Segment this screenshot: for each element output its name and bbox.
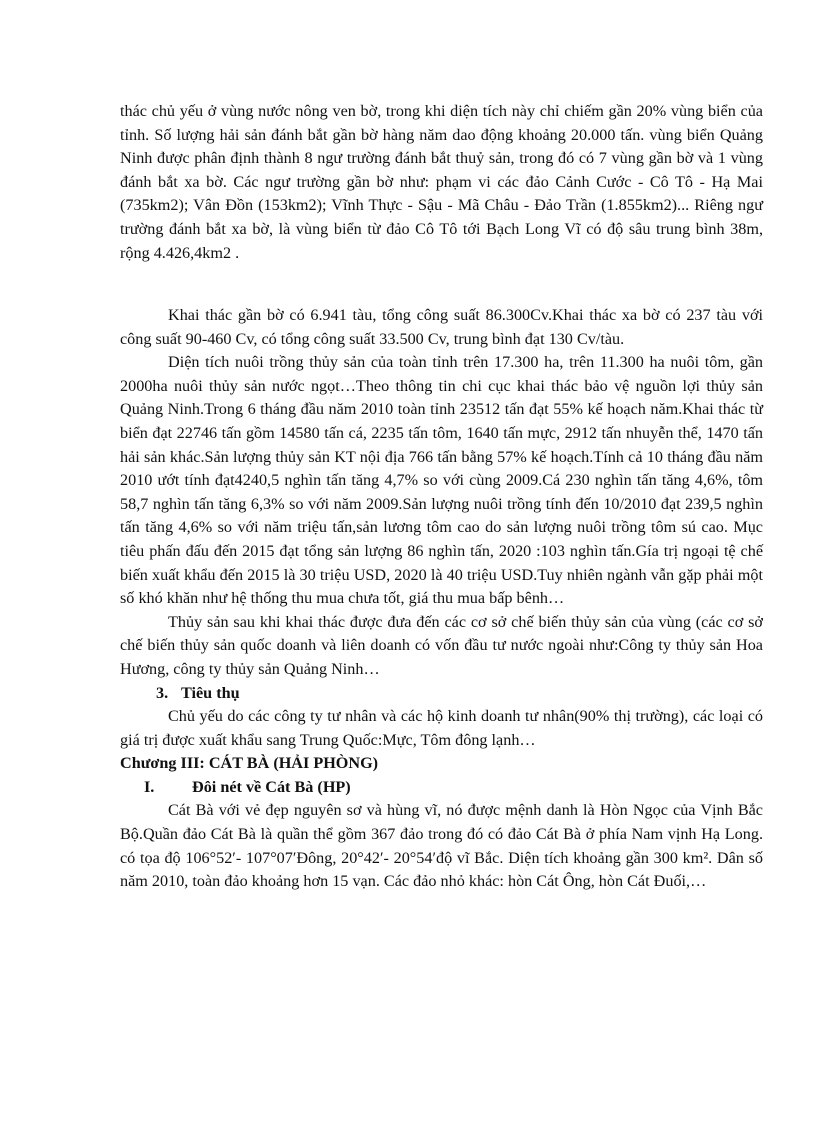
paragraph-fishing-boats: Khai thác gần bờ có 6.941 tàu, tổng công suất 86.300Cv.Khai thác xa bờ có 237 tàu với công suất 90-460 Cv, có tổng công suất 33.500 Cv, trung bình đạt 130 Cv/tàu. <box>120 306 763 348</box>
paragraph-consumption: Chủ yếu do các công ty tư nhân và các hộ kinh doanh tư nhân(90% thị trường), các loại có giá trị được xuất khẩu sang Trung Quốc:Mực, Tôm đông lạnh… <box>120 707 763 749</box>
paragraph-aquaculture: Diện tích nuôi trồng thủy sản của toàn tỉnh trên 17.300 ha, trên 11.300 ha nuôi tôm, gần 2000ha nuôi thủy sản nước ngọt…Theo thông tin chi cục khai thác bảo vệ nguồn lợi thủy sản Quảng Ninh.Trong 6 tháng đầu năm 2010 toàn tỉnh 23512 tấn đạt 55% kế hoạch năm.Khai thác từ biển đạt 22746 tấn gồm 14580 tấn cá, 2235 tấn tôm, 1640 tấn mực, 2912 tấn nhuyễn thể, 1470 tấn hải sản khác.Sản lượng thủy sản KT nội địa 766 tấn bằng 57% kế hoạch.Tính cả 10 tháng đầu năm 2010 ướt tính đạt4240,5 nghìn tấn tăng 4,7% so với cùng 2009.Cá 230 nghìn tấn tăng 4,6%, tôm 58,7 nghìn tấn tăng 6,3% so với năm 2009.Sản lượng nuôi trồng tính đến 10/2010 đạt 239,5 nghìn tấn tăng 4,6% so với năm triệu tấn,sản lương tôm cao do sản lượng nuôi trồng tôm sú cao. Mục tiêu phấn đấu đến 2015 đạt tổng sản lượng 86 nghìn tấn, 2020 :103 nghìn tấn.Gía trị ngoại tệ chế biến xuất khẩu đến 2015 là 30 triệu USD, 2020 là 40 triệu USD.Tuy nhiên ngành vẫn gặp phải một số khó khăn như hệ thống thu mua chưa tốt, giá thu mua bấp bênh… <box>120 353 763 608</box>
body-text <box>120 100 763 265</box>
section-heading-consumption <box>120 682 763 706</box>
paragraph-fishing-grounds: thác chủ yếu ở vùng nước nông ven bờ, trong khi diện tích này chỉ chiếm gần 20% vùng biển của tỉnh. Số lượng hải sản đánh bắt gần bờ hàng năm dao động khoảng 20.000 tấn. vùng biển Quảng Ninh được phân định thành 8 ngư trường đánh bắt thuỷ sản, trong đó có 7 vùng gần bờ và 1 vùng đánh bắt xa bờ. Các ngư trường gần bờ như: phạm vi các đảo Cảnh Cước - Cô Tô - Hạ Mai (735km2); Vân Đồn (153km2); Vĩnh Thực - Sậu - Mã Châu - Đảo Trần (1.855km2)... Riêng ngư trường đánh bắt xa bờ, là vùng biển từ đảo Cô Tô tới Bạch Long Vĩ có độ sâu trung bình 38m, rộng 4.426,4km2 . <box>120 102 763 262</box>
paragraph-processing: Thủy sản sau khi khai thác được đưa đến các cơ sở chế biến thủy sản của vùng (các cơ sở chế biến thủy sản quốc doanh và liên doanh có vốn đầu tư nước ngoài như:Công ty thủy sản Hoa Hương, công ty thủy sản Quảng Ninh… <box>120 612 763 678</box>
body-text-2 <box>120 304 763 894</box>
section-roman-number: I. <box>144 777 155 796</box>
paragraph-cat-ba: Cát Bà với vẻ đẹp nguyên sơ và hùng vĩ, nó được mệnh danh là Hòn Ngọc của Vịnh Bắc Bộ.Quần đảo Cát Bà là quần thể gồm 367 đảo trong đó có đảo Cát Bà ở phía Nam vịnh Hạ Long. có tọa độ 106°52′- 107°07′Đông, 20°42′- 20°54′độ vĩ Bắc. Diện tích khoảng gần 300 km². Dân số năm 2010, toàn đảo khoảng hơn 15 vạn. Các đảo nhỏ khác: hòn Cát Ông, hòn Cát Đuối,… <box>120 801 763 891</box>
section-title: Tiêu thụ <box>181 683 240 702</box>
section-number: 3. <box>156 683 169 702</box>
chapter-heading: Chương III: CÁT BÀ (HẢI PHÒNG) <box>120 754 379 773</box>
section-title: Đôi nét về Cát Bà (HP) <box>192 777 351 796</box>
section-heading-cat-ba <box>120 776 763 800</box>
